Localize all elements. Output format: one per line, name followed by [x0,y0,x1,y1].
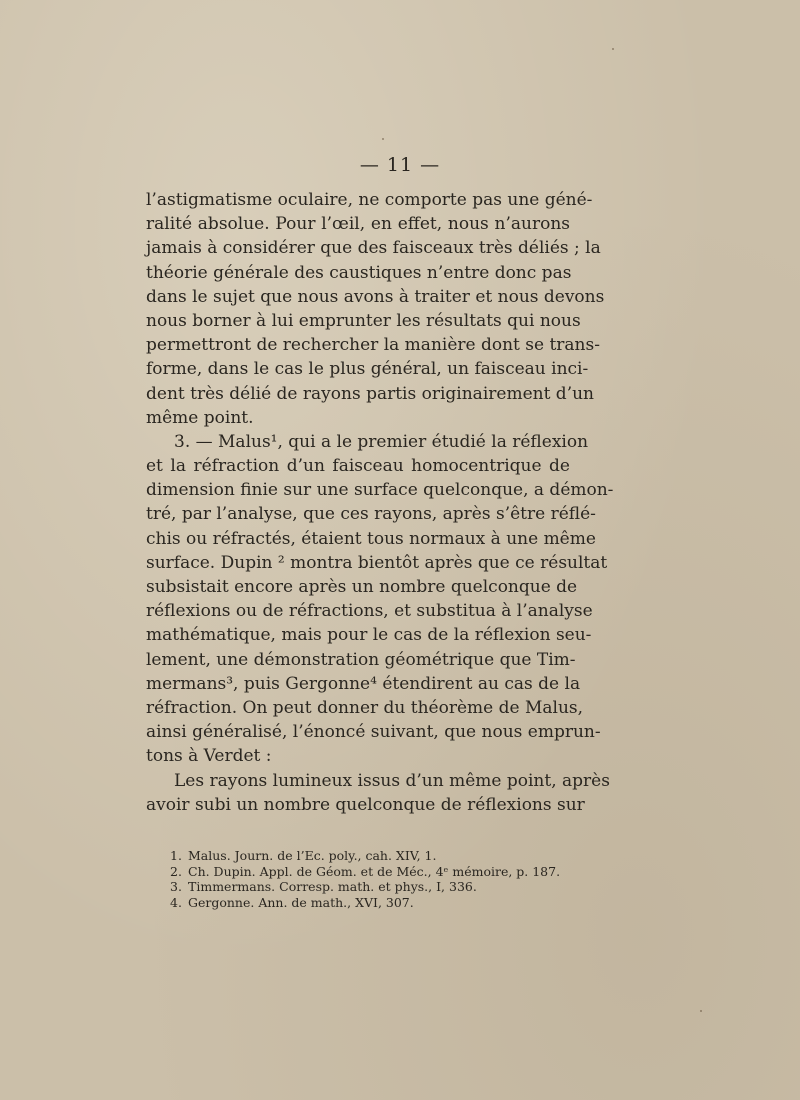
text-line: avoir subi un nombre quelconque de réflexions sur [146,794,585,815]
footnote-number: 4. [170,894,182,910]
text-line: même point. [146,407,254,428]
footnote-text: Malus. Journ. de l’Ec. poly., cah. XIV, 1. [188,848,437,863]
text-line: ralité absolue. Pour l’œil, en effet, nous n’aurons [146,214,570,235]
paper-speck [700,1010,702,1012]
footnote [170,879,570,895]
text-line: mathématique, mais pour le cas de la réflexion seu- [146,625,592,646]
text-line: 3. — Malus¹, qui a le premier étudié la réflexion [174,431,589,452]
text-line: réfraction. On peut donner du théorème de Malus, [146,697,584,718]
footnote-text: Timmermans. Corresp. math. et phys., I, 336. [188,879,477,894]
text-line: permettront de rechercher la manière dont se trans- [146,335,600,356]
text-line: forme, dans le cas le plus général, un faisceau inci- [146,359,589,380]
text-line: réflexions ou de réfractions, et substitua à l’analyse [146,601,593,622]
text-line: dans le sujet que nous avons à traiter et nous devons [146,286,605,307]
text-line: nous borner à lui emprunter les résultats qui nous [146,310,581,331]
paper-speck [612,48,614,50]
text-line: dent très délié de rayons partis originairement d’un [146,383,594,404]
text-line: lement, une démonstration géométrique que Tim- [146,649,576,670]
text-line: chis ou réfractés, étaient tous normaux à une même [146,528,596,549]
page-number: — 11 — [359,154,441,176]
footnote-text: Ch. Dupin. Appl. de Géom. et de Méc., 4ᵉ mémoire, p. 187. [188,863,561,879]
footnote [170,864,570,880]
main-text-block [146,188,614,817]
paper-speck [382,138,384,140]
text-line: tré, par l’analyse, que ces rayons, après s’être réflé- [146,504,596,525]
footnote-number: 1. [170,848,182,863]
text-line: Les rayons lumineux issus d’un même point, après [174,770,610,791]
footnote-number: 2. [170,863,182,879]
footnotes-block [170,848,570,910]
text-line: dimension finie sur une surface quelconque, a démon- [146,480,614,501]
text-line: l’astigmatisme oculaire, ne comporte pas une géné- [146,190,593,210]
text-line: mermans³, puis Gergonne⁴ étendirent au cas de la [146,673,581,694]
text-line: et la réfraction d’un faisceau homocentrique de [146,456,570,477]
text-line: théorie générale des caustiques n’entre donc pas [146,262,572,283]
text-line: subsistait encore après un nombre quelconque de [146,577,578,597]
footnote [170,848,570,864]
text-line: jamais à considérer que des faisceaux très déliés ; la [146,238,601,259]
footnote-number: 3. [170,879,182,894]
text-line: tons à Verdet : [146,746,272,767]
footnote [170,895,570,911]
footnote-text: Gergonne. Ann. de math., XVI, 307. [188,894,414,910]
text-line: surface. Dupin ² montra bientôt après que ce résultat [146,552,608,573]
text-line: ainsi généralisé, l’énoncé suivant, que nous emprun- [146,722,601,743]
